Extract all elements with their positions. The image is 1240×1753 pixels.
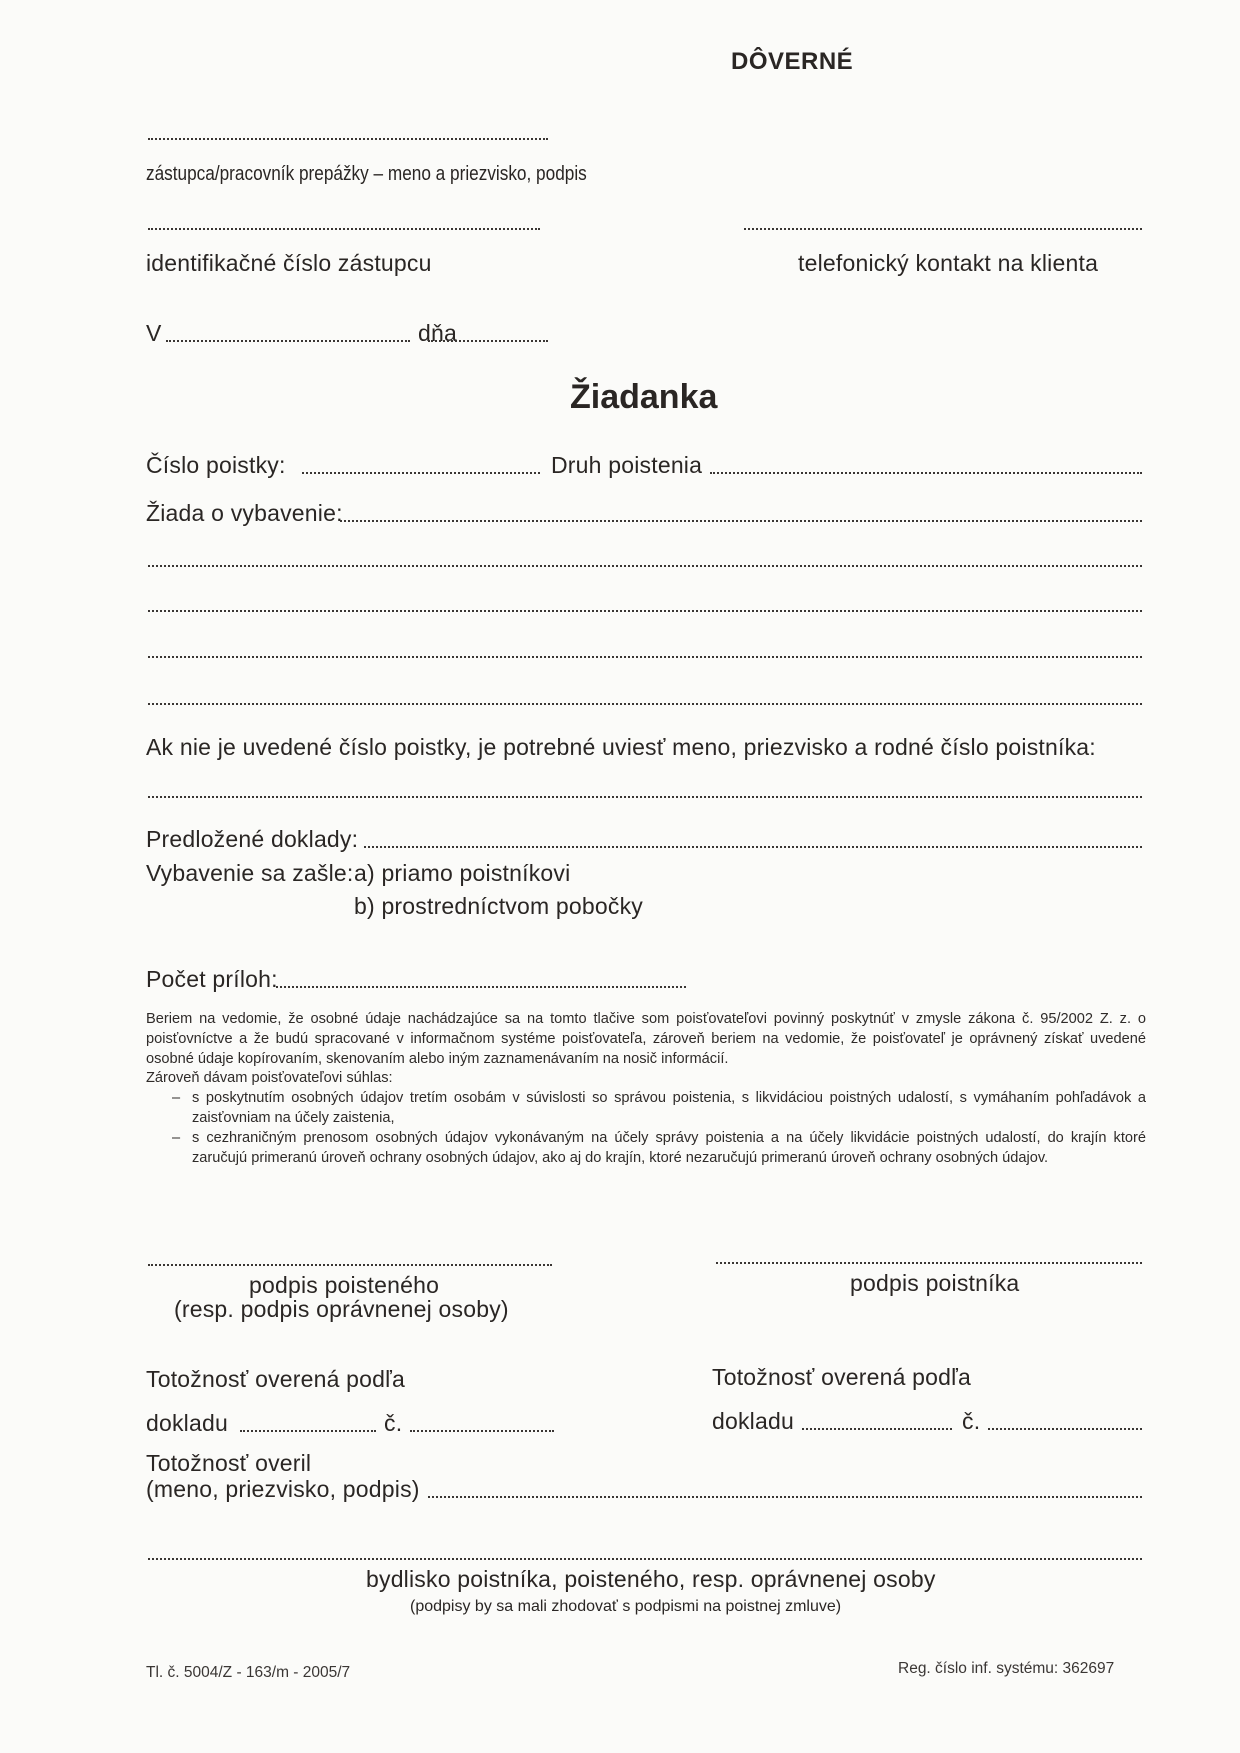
request-line-3[interactable] bbox=[148, 610, 1142, 612]
policy-number-line[interactable] bbox=[302, 472, 540, 474]
delivery-option-b[interactable]: b) prostredníctvom pobočky bbox=[354, 893, 643, 919]
policy-number-label: Číslo poistky: bbox=[146, 452, 286, 478]
request-line-5[interactable] bbox=[148, 703, 1142, 705]
request-line-1[interactable] bbox=[340, 520, 1142, 522]
date-line[interactable] bbox=[428, 340, 548, 342]
request-line-4[interactable] bbox=[148, 656, 1142, 658]
attachments-label: Počet príloh: bbox=[146, 966, 278, 992]
verified-by-line[interactable] bbox=[428, 1496, 1142, 1498]
rep-id-line[interactable] bbox=[148, 228, 540, 230]
bullet-dash: – bbox=[172, 1090, 181, 1107]
form-number: Tl. č. 5004/Z - 163/m - 2005/7 bbox=[146, 1664, 351, 1681]
attachments-line[interactable] bbox=[276, 986, 686, 988]
form-title: Žiadanka bbox=[570, 378, 718, 416]
num-line-left[interactable] bbox=[410, 1430, 554, 1432]
delivery-label: Vybavenie sa zašle: bbox=[146, 860, 354, 886]
verified-by-sublabel: (meno, priezvisko, podpis) bbox=[146, 1476, 420, 1502]
num-label-right: č. bbox=[962, 1408, 981, 1434]
address-line[interactable] bbox=[148, 1558, 1142, 1560]
doc-label-left: dokladu bbox=[146, 1410, 228, 1436]
delivery-option-a[interactable]: a) priamo poistníkovi bbox=[354, 860, 571, 886]
num-label-left: č. bbox=[384, 1410, 403, 1436]
rep-signature-label: zástupca/pracovník prepážky – meno a priezvisko, podpis bbox=[146, 163, 587, 185]
date-prefix: dňa bbox=[418, 320, 457, 346]
doc-line-right[interactable] bbox=[802, 1428, 952, 1430]
registry-number: Reg. číslo inf. systému: 362697 bbox=[898, 1660, 1115, 1677]
doc-label-right: dokladu bbox=[712, 1408, 794, 1434]
identity-verified-left: Totožnosť overená podľa bbox=[146, 1366, 406, 1392]
verified-by-label: Totožnosť overil bbox=[146, 1450, 312, 1476]
place-prefix: V bbox=[146, 320, 162, 346]
client-phone-line[interactable] bbox=[744, 228, 1142, 230]
holder-signature-line[interactable] bbox=[716, 1262, 1142, 1264]
identity-verified-right: Totožnosť overená podľa bbox=[712, 1364, 972, 1390]
address-note: (podpisy by sa mali zhodovať s podpismi na poistnej zmluve) bbox=[410, 1598, 842, 1615]
address-label: bydlisko poistníka, poisteného, resp. oprávnenej osoby bbox=[366, 1566, 936, 1592]
consent-bullet bbox=[146, 1129, 1146, 1169]
client-phone-label: telefonický kontakt na klienta bbox=[798, 250, 1099, 276]
holder-signature-label: podpis poistníka bbox=[850, 1270, 1020, 1296]
request-label: Žiada o vybavenie: bbox=[146, 500, 343, 526]
num-line-right[interactable] bbox=[988, 1428, 1142, 1430]
no-policy-note: Ak nie je uvedené číslo poistky, je potrebné uviesť meno, priezvisko a rodné číslo poistníka: bbox=[146, 734, 1096, 760]
consent-bullet-text: s cezhraničným prenosom osobných údajov vykonávaným na účely správy poistenia a na účely likvidácie poistných udalostí, do krajín ktoré zaručujú primeranú úroveň ochrany osobných údajov, ako aj do krajín, ktoré nezaručujú primeranú úroveň ochrany osobných údajov. bbox=[192, 1129, 1146, 1166]
rep-signature-line[interactable] bbox=[148, 138, 548, 140]
insurance-type-label: Druh poistenia bbox=[551, 452, 703, 478]
consent-bullet-text: s poskytnutím osobných údajov tretím osobám v súvislosti so správou poistenia, s likvidáciou poistných udalostí, s vymáhaním pohľadávok a zaisťovniam na účely zaistenia, bbox=[192, 1090, 1146, 1126]
holder-identity-line[interactable] bbox=[148, 796, 1142, 798]
consent-block bbox=[146, 1010, 1146, 1168]
insured-signature-sublabel: (resp. podpis oprávnenej osoby) bbox=[174, 1296, 509, 1322]
bullet-dash: – bbox=[172, 1129, 181, 1146]
consent-paragraph: Beriem na vedomie, že osobné údaje nachádzajúce sa na tomto tlačive som poisťovateľovi povinný poskytnúť v zmysle zákona č. 95/2002 Z. z. o poisťovníctve a že budú spracované v informačnom systéme poisťovateľa, zároveň beriem na vedomie, že poisťovateľ je oprávnený získať uvedené osobné údaje kopírovaním, skenovaním alebo iným zaznamenávaním na nosič informácií. bbox=[146, 1011, 1146, 1067]
insurance-type-line[interactable] bbox=[710, 472, 1142, 474]
documents-label: Predložené doklady: bbox=[146, 826, 359, 852]
consent-intro: Zároveň dávam poisťovateľovi súhlas: bbox=[146, 1070, 393, 1087]
place-line[interactable] bbox=[166, 340, 410, 342]
documents-line[interactable] bbox=[364, 846, 1142, 848]
consent-bullet bbox=[146, 1089, 1146, 1129]
request-line-2[interactable] bbox=[148, 565, 1142, 567]
doc-line-left[interactable] bbox=[240, 1430, 376, 1432]
rep-id-label: identifikačné číslo zástupcu bbox=[146, 250, 432, 276]
confidential-label: DÔVERNÉ bbox=[731, 48, 854, 75]
insured-signature-line[interactable] bbox=[148, 1264, 552, 1266]
insured-signature-label: podpis poisteného bbox=[249, 1272, 440, 1298]
